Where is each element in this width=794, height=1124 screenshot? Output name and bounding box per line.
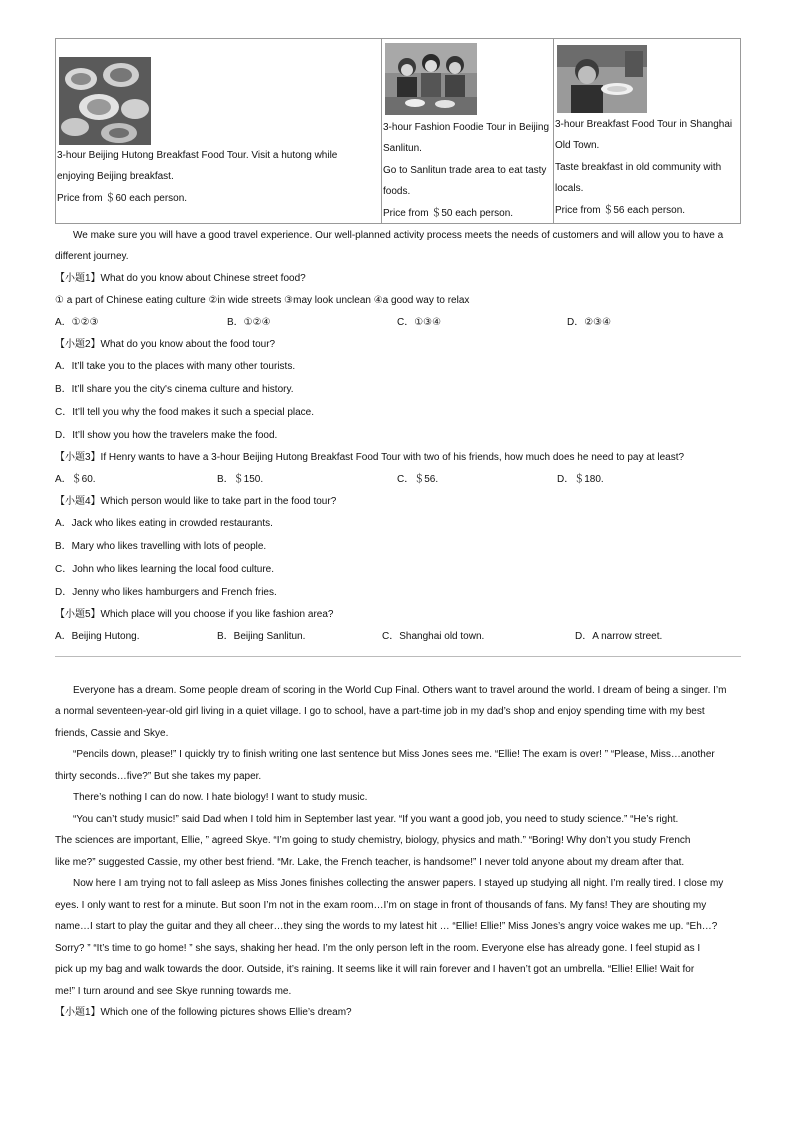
option-b[interactable]: B．It’ll share you the city's cinema culture and history. [55,384,294,395]
man-eating-noodles-photo [557,45,647,113]
option-d[interactable]: D．A narrow street. [575,631,663,642]
tour-name: 3-hour Beijing Hutong Breakfast Food Tour. Visit a hutong while [57,150,338,161]
story-line: thirty seconds…five?” But she takes my paper. [55,771,262,782]
option-d[interactable]: D．＄180. [557,474,604,485]
question-stem: 【小题3】If Henry wants to have a 3-hour Beijing Hutong Breakfast Food Tour with two of his friends, how much does he need to pay at least? [55,452,685,463]
option-c[interactable]: C．Shanghai old town. [382,631,485,642]
option-c[interactable]: C．①③④ [397,317,442,328]
intro-line: different journey. [55,251,129,262]
story-line: pick up my bag and walk towards the door. Outside, it’s raining. It seems like it will rain forever and I haven’t got an umbrella. “Ellie! Ellie! Wait for [55,964,695,975]
three-women-dining-photo [385,43,477,115]
intro-line: We make sure you will have a good travel experience. Our well-planned activity process meets the needs of customers and will allow you to have a [73,230,724,241]
story-line: name…I start to play the guitar and they all cheer…they sing the words to my latest hit … “Ellie! Ellie!” Miss Jones’s angry voice wakes me up. “Eh…? [55,921,718,932]
tour-description [57,145,379,209]
story-line: Everyone has a dream. Some people dream of scoring in the World Cup Final. Others want to travel around the world. I dream of being a singer. I’m [73,685,727,696]
option-c[interactable]: C．＄56. [397,474,439,485]
tour-description [383,117,551,224]
breakfast-dishes-photo [59,57,151,145]
question-items: ① a part of Chinese eating culture ②in wide streets ③may look unclean ④a good way to relax [55,295,470,306]
tour-price: Price from ＄50 each person. [383,207,514,219]
tour-name: 3-hour Breakfast Food Tour in Shanghai [555,119,733,130]
section-divider [55,656,741,657]
option-d[interactable]: D．②③④ [567,317,612,328]
option-d[interactable]: D．It’ll show you how the travelers make the food. [55,430,278,441]
question-stem: 【小题2】What do you know about the food tour? [55,339,276,350]
story-line: The sciences are important, Ellie, ” agreed Skye. “I’m going to study chemistry, biology, physics and math.” “Boring! Why don’t you study French [55,835,691,846]
story-line: like me?” suggested Cassie, my other best friend. “Mr. Lake, the French teacher, is handsome!” I never told anyone about my dream after that. [55,857,685,868]
tour-cell-sanlitun [382,39,554,223]
option-c[interactable]: C．It’ll tell you why the food makes it such a special place. [55,407,315,418]
tour-detail: Go to Sanlitun trade area to eat tasty [383,164,547,176]
tour-cell-shanghai [554,39,740,223]
story-line: a normal seventeen-year-old girl living in a quiet village. I go to school, have a part-time job in my dad’s shop and enjoy spending time with my best [55,706,705,717]
option-a[interactable]: A．Jack who likes eating in crowded restaurants. [55,518,273,529]
tour-cell-hutong [56,39,382,223]
question-stem: 【小题4】Which person would like to take part in the food tour? [55,496,337,507]
tour-name-cont: Old Town. [555,140,600,152]
story-line: There’s nothing I can do now. I hate biology! I want to study music. [73,792,368,803]
tour-detail-cont: locals. [555,183,584,195]
story-line: “Pencils down, please!” I quickly try to finish writing one last sentence but Miss Jones sees me. “Ellie! The exam is over! ” “Please, Miss…another [73,749,715,760]
tour-description [555,114,738,221]
story-line: eyes. I only want to rest for a minute. But soon I’m not in the exam room…I’m on stage in front of thousands of fans. My fans! They are shouting my [55,900,707,911]
story-line: Now here I am trying not to fall asleep as Miss Jones finishes collecting the answer papers. I stayed up studying all night. I’m really tired. I close my [73,878,724,889]
tour-detail: Taste breakfast in old community with [555,161,722,173]
tour-table [55,38,741,224]
option-a[interactable]: A．①②③ [55,317,99,328]
story-line: me!” I turn around and see Skye running towards me. [55,986,292,997]
question-stem: 【小题1】Which one of the following pictures shows Ellie’s dream? [55,1007,352,1018]
tour-detail-cont: foods. [383,186,411,198]
question-stem: 【小题5】Which place will you choose if you like fashion area? [55,609,334,620]
option-b[interactable]: B．Beijing Sanlitun. [217,631,306,642]
story-line: friends, Cassie and Skye. [55,728,169,739]
option-a[interactable]: A．Beijing Hutong. [55,631,140,642]
option-b[interactable]: B．＄150. [217,474,264,485]
option-a[interactable]: A．＄60. [55,474,96,485]
option-b[interactable]: B．Mary who likes travelling with lots of people. [55,541,267,552]
option-a[interactable]: A．It’ll take you to the places with many other tourists. [55,361,296,372]
story-line: “You can’t study music!” said Dad when I told him in September last year. “If you want a good job, you need to study science.” “He’s right. [73,814,679,825]
tour-detail: enjoying Beijing breakfast. [57,171,174,183]
tour-price: Price from ＄56 each person. [555,204,686,216]
tour-name-cont: Sanlitun. [383,143,422,155]
story-line: Sorry? ” “It’s time to go home! ” she says, shaking her head. I’m the only person left in the room. Everyone else has already gone. I feel stupid as I [55,943,701,954]
tour-name: 3-hour Fashion Foodie Tour in Beijing [383,122,550,133]
option-c[interactable]: C．John who likes learning the local food culture. [55,564,275,575]
option-d[interactable]: D．Jenny who likes hamburgers and French fries. [55,587,277,598]
question-stem: 【小题1】What do you know about Chinese street food? [55,273,306,284]
tour-price: Price from ＄60 each person. [57,192,188,204]
option-b[interactable]: B．①②④ [227,317,271,328]
